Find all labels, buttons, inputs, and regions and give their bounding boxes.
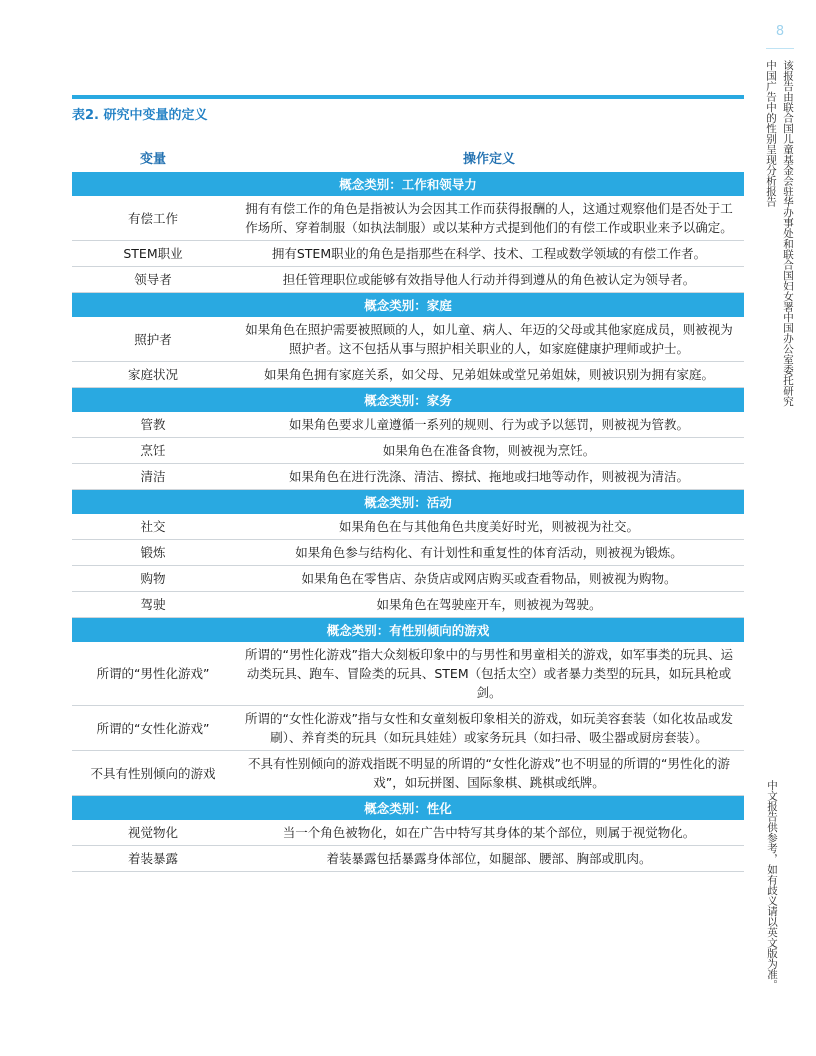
header-variable: 变量 [139, 151, 166, 167]
category-row [72, 388, 744, 413]
definition-cell: 拥有有偿工作的角色是指被认为会因其工作而获得报酬的人，这通过观察他们是否处于工作场所、穿着制服（如执法制服）或以某种方式提到他们的有偿工作或职业来予以确定。 [234, 196, 744, 241]
definition-cell: 所谓的“男性化游戏”指大众刻板印象中的与男性和男童相关的游戏，如军事类的玩具、运动类玩具、跑车、冒险类的玩具、STEM（包括太空）或者暴力类型的玩具，如玩具枪或剑。 [234, 642, 744, 706]
variable-cell: 照护者 [72, 317, 234, 362]
definition-cell: 所谓的“女性化游戏”指与女性和女童刻板印象相关的游戏，如玩美容套装（如化妆品或发刷）、养育类的玩具（如玩具娃娃）或家务玩具（如扫帚、吸尘器或厨房套装）。 [234, 706, 744, 751]
page-number-divider [766, 48, 794, 49]
definition-cell: 如果角色拥有家庭关系，如父母、兄弟姐妹或堂兄弟姐妹，则被识别为拥有家庭。 [234, 362, 744, 388]
table-row [72, 438, 744, 464]
variable-cell: 着装暴露 [72, 846, 234, 872]
top-accent-rule [72, 95, 744, 99]
table-row [72, 642, 744, 706]
definition-cell: 如果角色参与结构化、有计划性和重复性的体育活动，则被视为锻炼。 [234, 540, 744, 566]
category-row [72, 618, 744, 643]
definition-cell: 当一个角色被物化，如在广告中特写其身体的某个部位，则属于视觉物化。 [234, 820, 744, 846]
category-title: 概念类别：家庭 [72, 293, 744, 318]
definition-cell: 着装暴露包括暴露身体部位，如腿部、腰部、胸部或肌肉。 [234, 846, 744, 872]
variable-cell: 社交 [72, 514, 234, 540]
table-header-row [72, 146, 744, 172]
table-row [72, 846, 744, 872]
variable-cell: 驾驶 [72, 592, 234, 618]
definition-cell: 如果角色在进行洗涤、清洁、擦拭、拖地或扫地等动作，则被视为清洁。 [234, 464, 744, 490]
variable-cell: 管教 [72, 412, 234, 438]
category-title: 概念类别：有性别倾向的游戏 [72, 618, 744, 643]
table-row [72, 706, 744, 751]
table-row [72, 464, 744, 490]
header-definition: 操作定义 [462, 151, 515, 167]
variable-cell: 领导者 [72, 267, 234, 293]
variable-cell: STEM职业 [72, 241, 234, 267]
category-row [72, 172, 744, 196]
variable-cell: 清洁 [72, 464, 234, 490]
table-row [72, 514, 744, 540]
table-row [72, 267, 744, 293]
table-row [72, 317, 744, 362]
table-row [72, 362, 744, 388]
table-row [72, 820, 744, 846]
definition-cell: 如果角色在照护需要被照顾的人，如儿童、病人、年迈的父母或其他家庭成员，则被视为照护者。这不包括从事与照护相关职业的人，如家庭健康护理师或护士。 [234, 317, 744, 362]
side-title-report: 中国广告中的性别呈现分析报告 [765, 60, 777, 207]
variable-cell: 所谓的“男性化游戏” [72, 642, 234, 706]
definition-cell: 如果角色在与其他角色共度美好时光，则被视为社交。 [234, 514, 744, 540]
category-title: 概念类别：性化 [72, 796, 744, 821]
side-note-reference: 中文报告供参考，如有歧义请以英文版为准。 [766, 780, 778, 990]
table-body [72, 172, 744, 872]
table-row [72, 566, 744, 592]
variable-cell: 家庭状况 [72, 362, 234, 388]
definition-cell: 拥有STEM职业的角色是指那些在科学、技术、工程或数学领域的有偿工作者。 [234, 241, 744, 267]
page-number: 8 [775, 24, 785, 39]
variable-cell: 锻炼 [72, 540, 234, 566]
table-caption: 表2. 研究中变量的定义 [72, 108, 208, 123]
variable-cell: 烹饪 [72, 438, 234, 464]
definition-cell: 如果角色在零售店、杂货店或网店购买或查看物品，则被视为购物。 [234, 566, 744, 592]
variable-cell: 所谓的“女性化游戏” [72, 706, 234, 751]
variable-cell: 购物 [72, 566, 234, 592]
variable-cell: 有偿工作 [72, 196, 234, 241]
table-row [72, 540, 744, 566]
category-title: 概念类别：活动 [72, 490, 744, 515]
category-title: 概念类别：家务 [72, 388, 744, 413]
category-title: 概念类别：工作和领导力 [72, 172, 744, 196]
side-title-commission: 该报告由联合国儿童基金会驻华办事处和联合国妇女署中国办公室委托研究 [782, 60, 794, 407]
definition-cell: 不具有性别倾向的游戏指既不明显的所谓的“女性化游戏”也不明显的所谓的“男性化的游戏”，如玩拼图、国际象棋、跳棋或纸牌。 [234, 751, 744, 796]
category-row [72, 293, 744, 318]
definitions-table [72, 146, 744, 872]
variable-cell: 视觉物化 [72, 820, 234, 846]
table-row [72, 412, 744, 438]
definition-cell: 担任管理职位或能够有效指导他人行动并得到遵从的角色被认定为领导者。 [234, 267, 744, 293]
table-row [72, 592, 744, 618]
category-row [72, 490, 744, 515]
definition-cell: 如果角色在准备食物，则被视为烹饪。 [234, 438, 744, 464]
category-row [72, 796, 744, 821]
definition-cell: 如果角色在驾驶座开车，则被视为驾驶。 [234, 592, 744, 618]
variable-cell: 不具有性别倾向的游戏 [72, 751, 234, 796]
table-row [72, 241, 744, 267]
table-row [72, 196, 744, 241]
definition-cell: 如果角色要求儿童遵循一系列的规则、行为或予以惩罚，则被视为管教。 [234, 412, 744, 438]
table-row [72, 751, 744, 796]
